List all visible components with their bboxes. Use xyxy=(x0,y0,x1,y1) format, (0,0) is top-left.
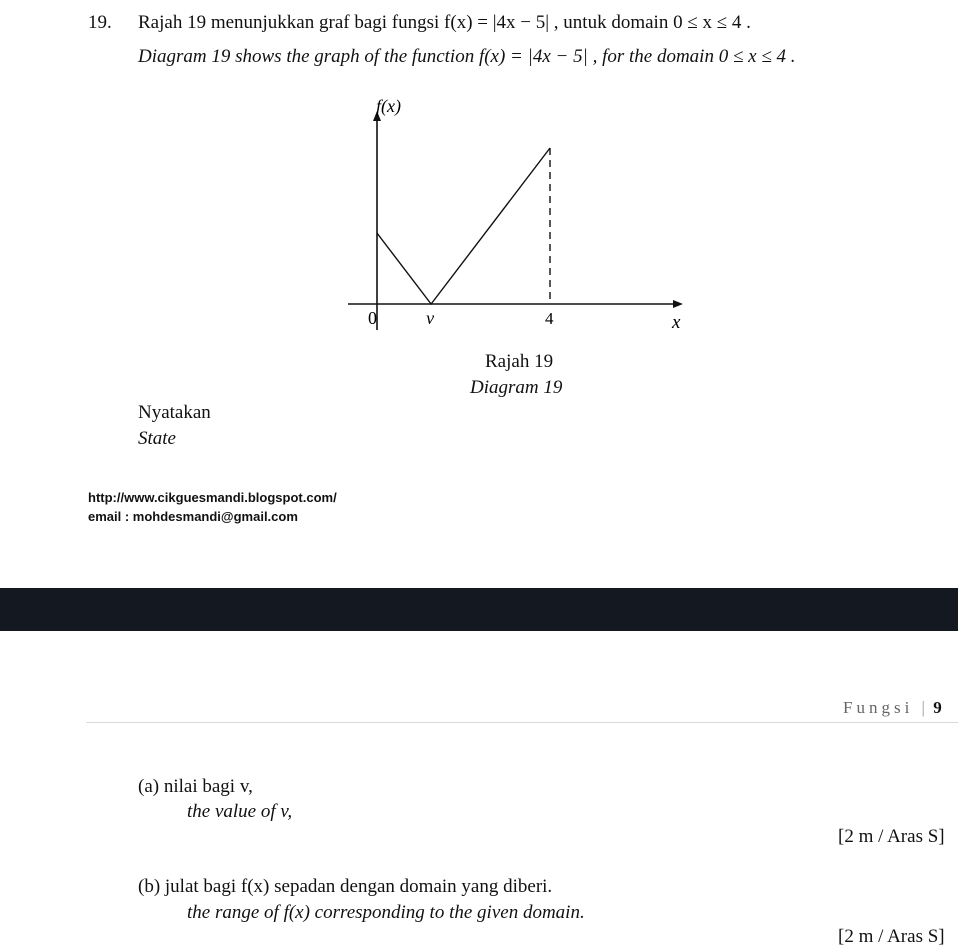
part-b-marks: [2 m / Aras S] xyxy=(838,926,945,947)
part-a-malay: (a) nilai bagi v, xyxy=(138,776,253,797)
part-a-marks: [2 m / Aras S] xyxy=(838,826,945,847)
part-b-malay: (b) julat bagi f(x) sepadan dengan domain yang diberi. xyxy=(138,876,553,897)
page-header-title: Fungsi xyxy=(843,698,914,717)
end-tick-label: 4 xyxy=(545,309,554,328)
page-header xyxy=(843,698,942,718)
function-graph xyxy=(340,90,700,340)
question-text-malay: Rajah 19 menunjukkan graf bagi fungsi f(x) = |4x − 5| , untuk domain 0 ≤ x ≤ 4 . xyxy=(138,12,751,33)
instruction-malay: Nyatakan xyxy=(138,402,211,423)
instruction-english: State xyxy=(138,428,176,449)
page-header-separator: | xyxy=(921,698,925,717)
caption-english: Diagram 19 xyxy=(470,377,563,398)
vertex-tick-label: v xyxy=(426,308,435,328)
part-a-english: the value of v, xyxy=(187,801,293,822)
caption-malay: Rajah 19 xyxy=(485,351,554,372)
y-axis-label: f(x) xyxy=(376,96,401,116)
page-number: 9 xyxy=(933,698,942,717)
contact-email[interactable]: email : mohdesmandi@gmail.com xyxy=(88,509,298,524)
question-number: 19. xyxy=(88,12,112,33)
header-rule xyxy=(86,722,958,723)
contact-url[interactable]: http://www.cikguesmandi.blogspot.com/ xyxy=(88,490,337,505)
graph-line xyxy=(377,148,550,304)
part-b-english: the range of f(x) corresponding to the given domain. xyxy=(187,902,585,923)
question-text-english: Diagram 19 shows the graph of the function f(x) = |4x − 5| , for the domain 0 ≤ x ≤ 4 . xyxy=(138,46,796,67)
x-axis-label: x xyxy=(672,312,681,333)
page-break-band xyxy=(0,588,958,631)
origin-tick-label: 0 xyxy=(368,308,377,328)
